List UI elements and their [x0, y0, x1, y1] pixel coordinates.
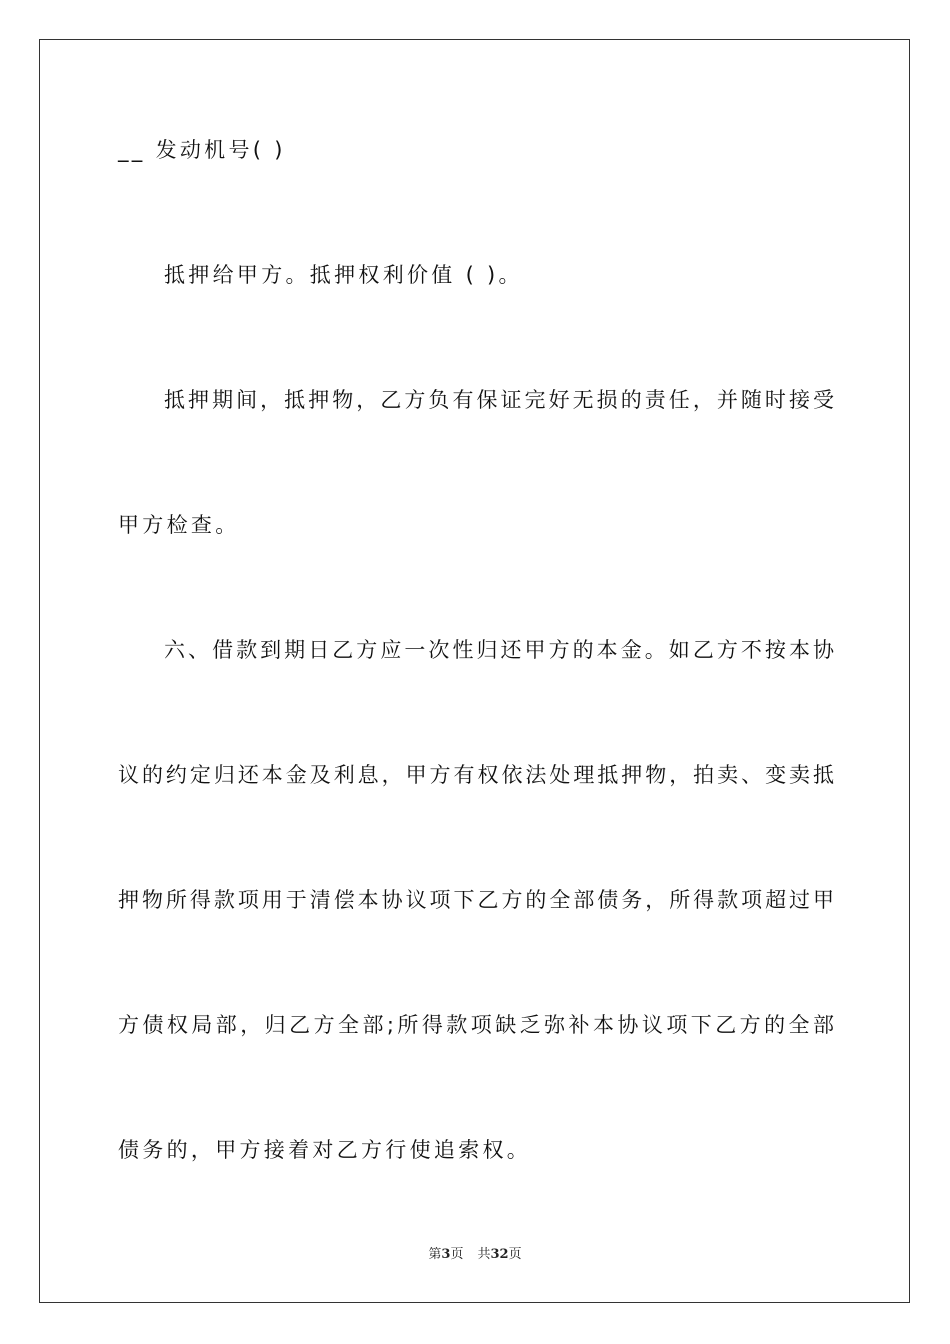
paragraph-line: 抵押期间，抵押物，乙方负有保证完好无损的责任，并随时接受 — [164, 388, 834, 412]
total-prefix: 共 — [477, 1247, 491, 1262]
page-suffix: 页 — [450, 1247, 464, 1262]
total-suffix: 页 — [508, 1247, 522, 1262]
paragraph-line: 债务的，甲方接着对乙方行使追索权。 — [118, 1138, 532, 1162]
page-border — [39, 39, 910, 1303]
clause-six-line: 六、借款到期日乙方应一次性归还甲方的本金。如乙方不按本协 — [164, 638, 834, 662]
paragraph-line: 议的约定归还本金及利息，甲方有权依法处理抵押物，拍卖、变卖抵 — [118, 763, 834, 787]
paragraph-line: 甲方检查。 — [118, 513, 240, 537]
mortgage-value-line: 抵押给甲方。抵押权利价值 ( )。 — [164, 263, 523, 287]
paragraph-line: 押物所得款项用于清偿本协议项下乙方的全部债务，所得款项超过甲 — [118, 888, 834, 912]
paragraph-line: 方债权局部，归乙方全部;所得款项缺乏弥补本协议项下乙方的全部 — [118, 1013, 834, 1037]
page-footer — [0, 1246, 950, 1264]
total-pages: 32 — [490, 1247, 509, 1262]
page-number: 3 — [441, 1247, 451, 1262]
engine-number-line: __ 发动机号( ) — [118, 138, 286, 162]
page-prefix: 第 — [428, 1247, 442, 1262]
